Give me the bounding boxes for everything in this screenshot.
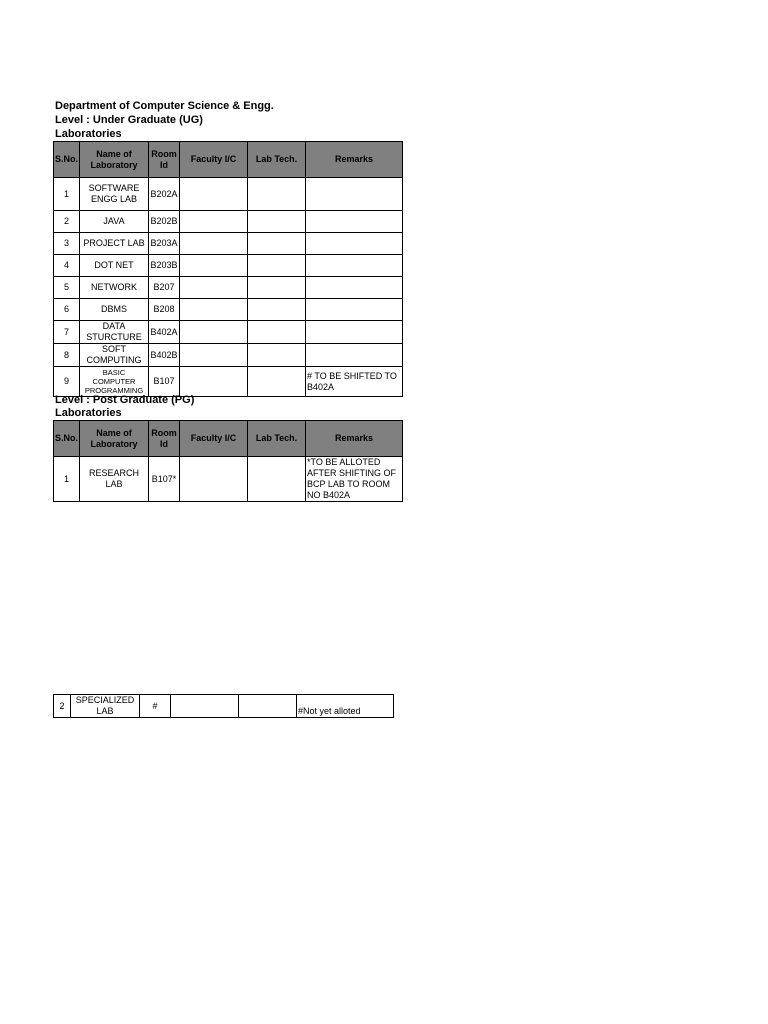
table-row <box>54 233 403 255</box>
cell-room: B402B <box>149 344 180 367</box>
cell-lab-name: SPECIALIZED LAB <box>71 695 140 718</box>
column-header-faculty: Faculty I/C <box>180 421 248 457</box>
cell-remarks: #Not yet alloted <box>297 695 394 718</box>
table-row <box>54 178 403 211</box>
cell-sno: 2 <box>54 695 71 718</box>
table-row <box>54 321 403 344</box>
table-row <box>54 211 403 233</box>
cell-sno: 9 <box>54 367 80 397</box>
cell-faculty <box>180 344 248 367</box>
cell-faculty <box>180 255 248 277</box>
cell-lab-name: PROJECT LAB <box>80 233 149 255</box>
cell-room: # <box>140 695 171 718</box>
cell-room: B202A <box>149 178 180 211</box>
cell-remarks <box>306 299 403 321</box>
cell-labtech <box>248 321 306 344</box>
cell-lab-name: SOFT COMPUTING <box>80 344 149 367</box>
cell-labtech <box>248 299 306 321</box>
cell-room: B203A <box>149 233 180 255</box>
cell-remarks <box>306 233 403 255</box>
column-header-remarks: Remarks <box>306 142 403 178</box>
cell-labtech <box>248 233 306 255</box>
column-header-labtech: Lab Tech. <box>248 421 306 457</box>
cell-lab-name: JAVA <box>80 211 149 233</box>
cell-labtech <box>248 255 306 277</box>
pg-laboratories-table-continued <box>53 694 394 718</box>
cell-lab-name: BASIC COMPUTER PROGRAMMING <box>80 367 149 397</box>
cell-faculty <box>180 457 248 502</box>
cell-remarks: # TO BE SHIFTED TO B402A <box>306 367 403 397</box>
cell-lab-name: DOT NET <box>80 255 149 277</box>
pg-laboratories-heading: Laboratories <box>55 407 122 419</box>
column-header-room: Room Id <box>149 142 180 178</box>
cell-sno: 1 <box>54 178 80 211</box>
ug-laboratories-heading: Laboratories <box>55 128 122 140</box>
cell-faculty <box>171 695 239 718</box>
cell-lab-name: NETWORK <box>80 277 149 299</box>
cell-remarks <box>306 255 403 277</box>
cell-labtech <box>248 367 306 397</box>
table-row <box>54 695 394 718</box>
pg-level-heading: Level : Post Graduate (PG) <box>55 394 195 406</box>
cell-labtech <box>248 457 306 502</box>
table-row <box>54 367 403 397</box>
table-row <box>54 299 403 321</box>
cell-sno: 3 <box>54 233 80 255</box>
cell-sno: 1 <box>54 457 80 502</box>
column-header-name: Name of Laboratory <box>80 421 149 457</box>
cell-sno: 2 <box>54 211 80 233</box>
pg-laboratories-table <box>53 420 403 502</box>
column-header-sno: S.No. <box>54 421 80 457</box>
cell-sno: 8 <box>54 344 80 367</box>
department-title: Department of Computer Science & Engg. <box>55 100 274 112</box>
cell-lab-name: RESEARCH LAB <box>80 457 149 502</box>
table-row <box>54 457 403 502</box>
cell-sno: 4 <box>54 255 80 277</box>
cell-lab-name: SOFTWARE ENGG LAB <box>80 178 149 211</box>
table-row <box>54 344 403 367</box>
cell-faculty <box>180 299 248 321</box>
column-header-remarks: Remarks <box>306 421 403 457</box>
cell-room: B208 <box>149 299 180 321</box>
cell-remarks <box>306 321 403 344</box>
column-header-sno: S.No. <box>54 142 80 178</box>
cell-room: B202B <box>149 211 180 233</box>
cell-room: B402A <box>149 321 180 344</box>
cell-faculty <box>180 277 248 299</box>
table-header-row <box>54 421 403 457</box>
column-header-room: Room Id <box>149 421 180 457</box>
cell-sno: 7 <box>54 321 80 344</box>
cell-sno: 6 <box>54 299 80 321</box>
cell-labtech <box>248 277 306 299</box>
cell-remarks <box>306 178 403 211</box>
cell-lab-name: DATA STURCTURE <box>80 321 149 344</box>
cell-faculty <box>180 367 248 397</box>
table-row <box>54 277 403 299</box>
cell-room: B107* <box>149 457 180 502</box>
column-header-name: Name of Laboratory <box>80 142 149 178</box>
cell-faculty <box>180 211 248 233</box>
column-header-labtech: Lab Tech. <box>248 142 306 178</box>
ug-laboratories-table <box>53 141 403 397</box>
cell-faculty <box>180 233 248 255</box>
table-header-row <box>54 142 403 178</box>
cell-room: B203B <box>149 255 180 277</box>
ug-level-heading: Level : Under Graduate (UG) <box>55 114 203 126</box>
cell-faculty <box>180 178 248 211</box>
cell-labtech <box>248 344 306 367</box>
cell-labtech <box>248 211 306 233</box>
cell-remarks <box>306 344 403 367</box>
cell-room: B107 <box>149 367 180 397</box>
table-row <box>54 255 403 277</box>
cell-labtech <box>248 178 306 211</box>
cell-remarks <box>306 277 403 299</box>
cell-faculty <box>180 321 248 344</box>
cell-sno: 5 <box>54 277 80 299</box>
cell-remarks: *TO BE ALLOTED AFTER SHIFTING OF BCP LAB TO ROOM NO B402A <box>306 457 403 502</box>
cell-lab-name: DBMS <box>80 299 149 321</box>
cell-labtech <box>239 695 297 718</box>
cell-remarks <box>306 211 403 233</box>
column-header-faculty: Faculty I/C <box>180 142 248 178</box>
cell-room: B207 <box>149 277 180 299</box>
